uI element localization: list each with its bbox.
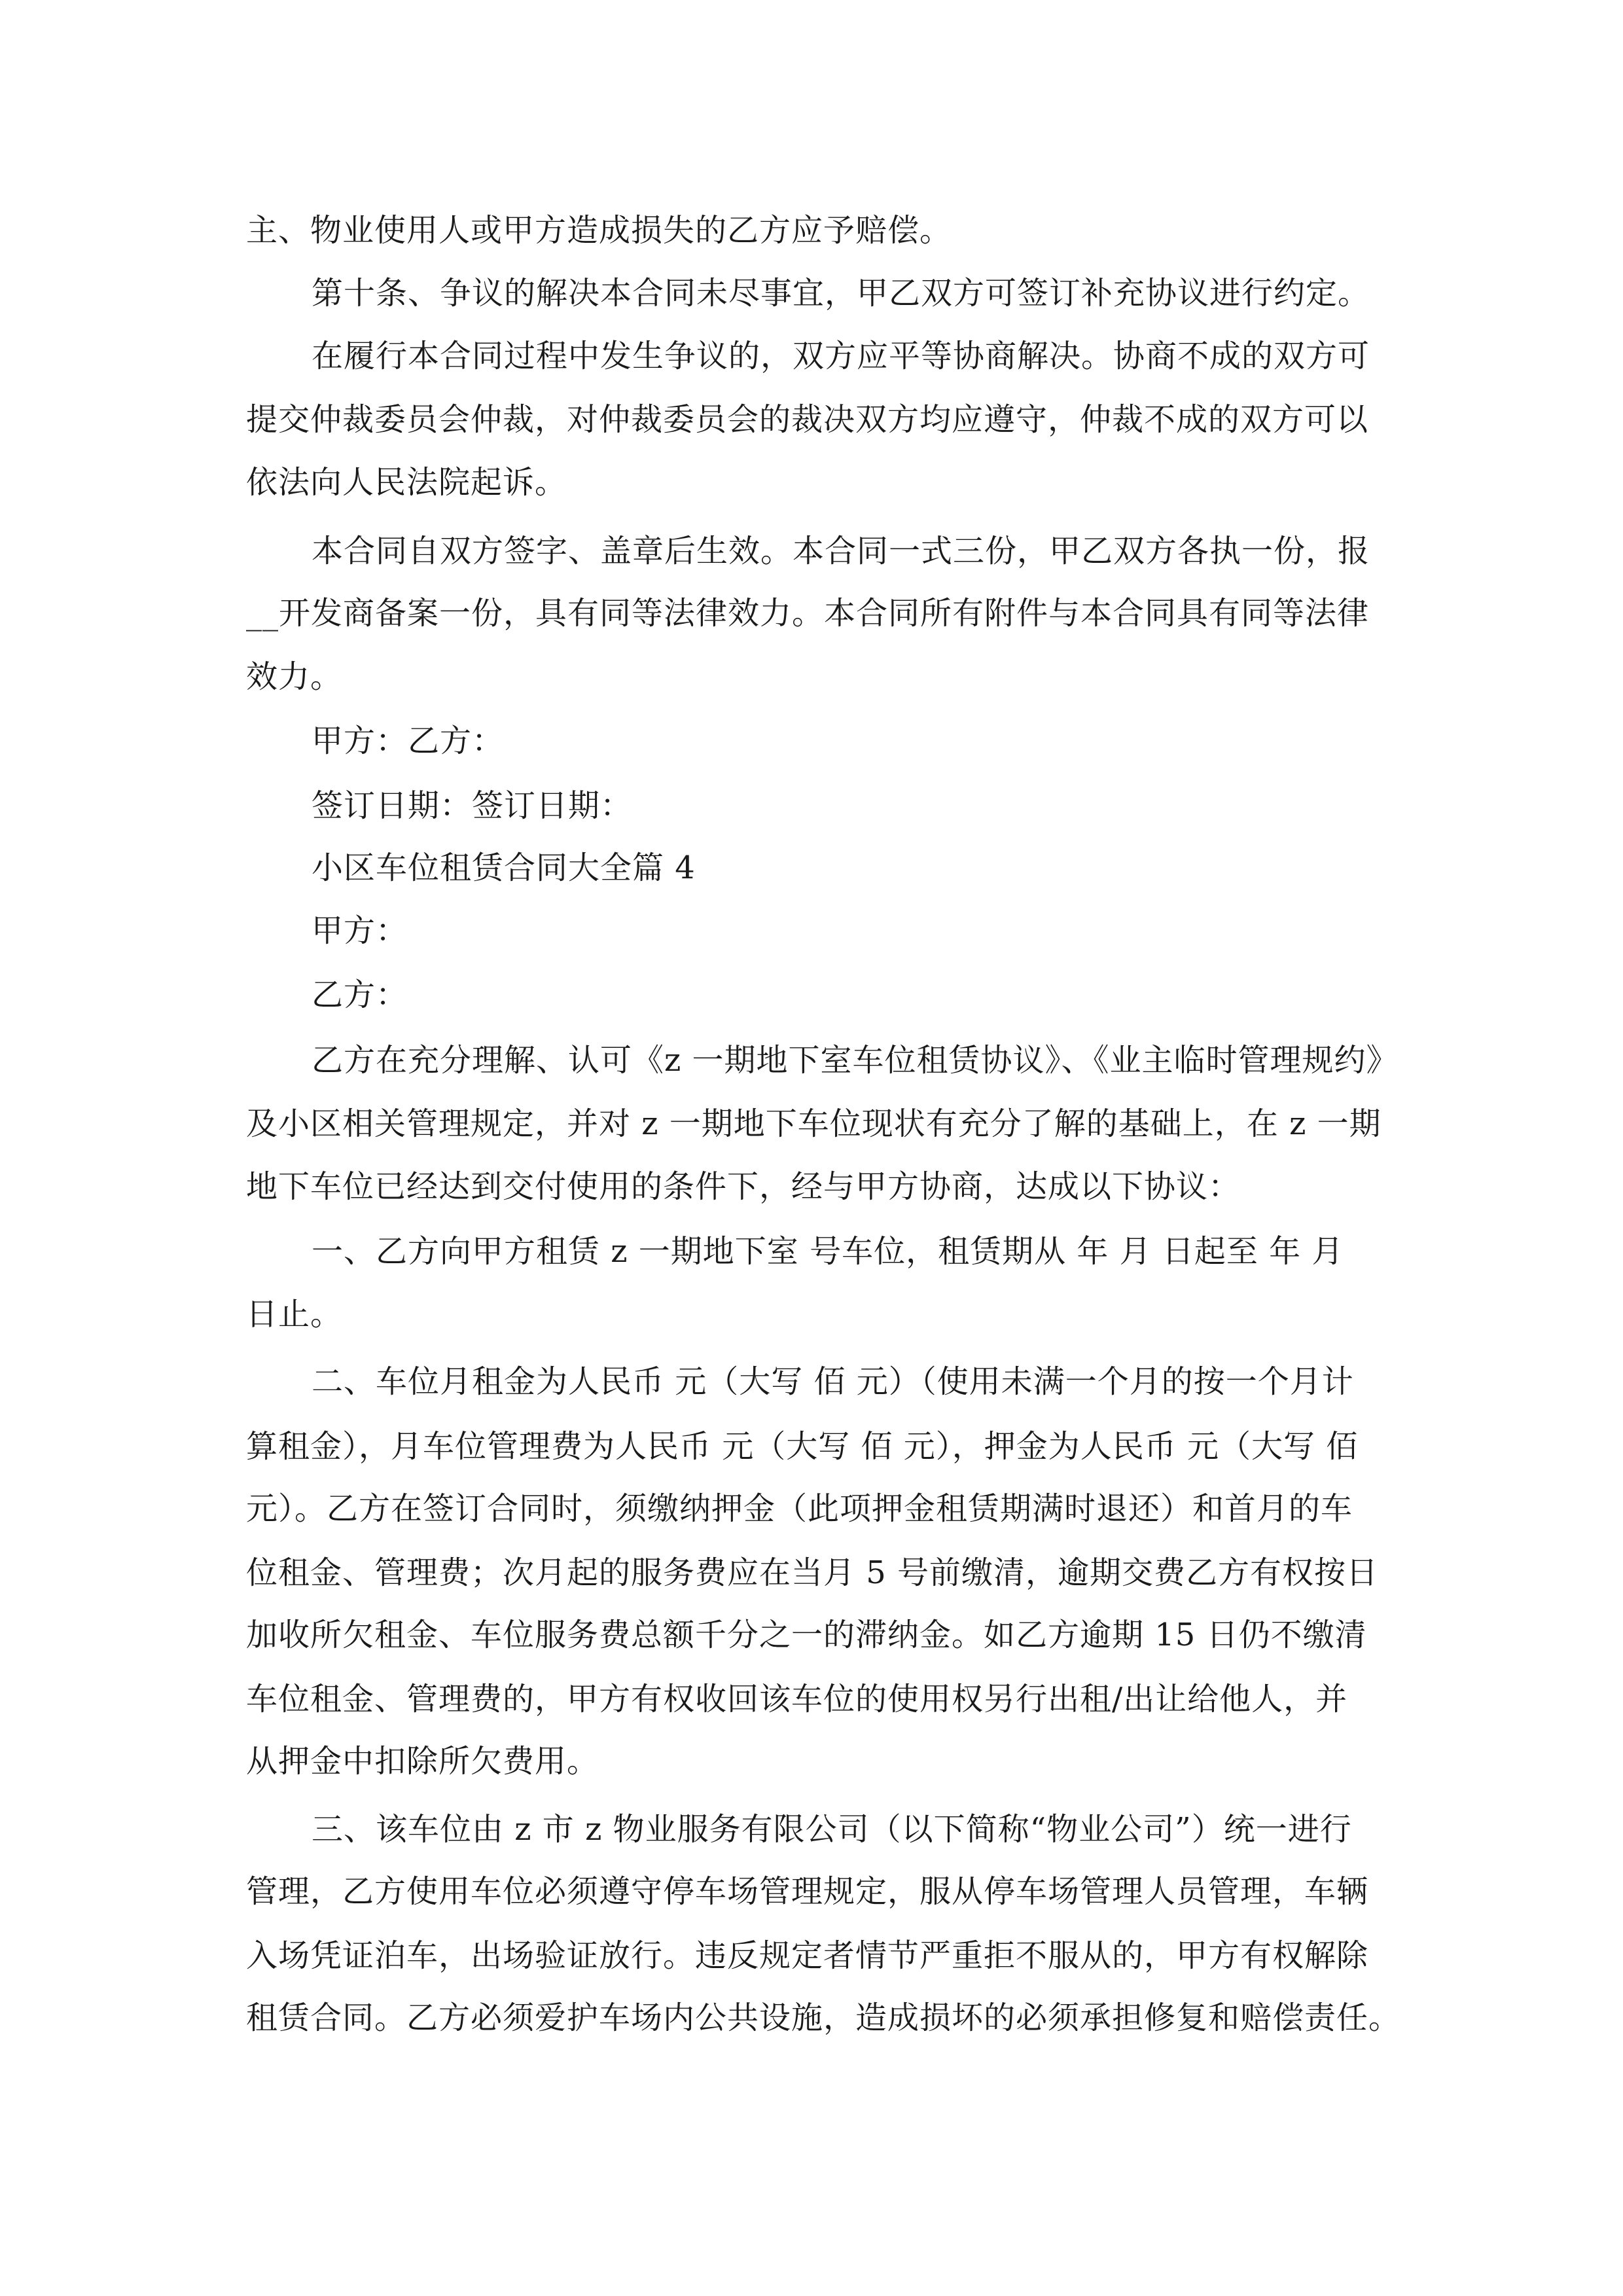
text-line: __开发商备案一份，具有同等法律效力。本合同所有附件与本合同具有同等法律 xyxy=(246,595,1370,632)
text-line: 乙方在充分理解、认可《z 一期地下室车位租赁协议》、《业主临时管理规约》 xyxy=(312,1042,1399,1079)
section-title: 小区车位租赁合同大全篇 4 xyxy=(312,850,696,886)
text-line: 管理，乙方使用车位必须遵守停车场管理规定，服从停车场管理人员管理，车辆 xyxy=(246,1873,1369,1910)
signature-dates: 签订日期：签订日期： xyxy=(312,787,633,824)
text-line: 三、该车位由 z 市 z 物业服务有限公司（以下简称“物业公司”）统一进行 xyxy=(312,1811,1352,1848)
text-line: 元）。乙方在签订合同时，须缴纳押金（此项押金租赁期满时退还）和首月的车 xyxy=(246,1490,1353,1527)
party-b-label: 乙方： xyxy=(312,977,408,1013)
text-line: 及小区相关管理规定，并对 z 一期地下车位现状有充分了解的基础上，在 z 一期 xyxy=(246,1105,1382,1142)
text-line: 车位租金、管理费的，甲方有权收回该车位的使用权另行出租/出让给他人，并 xyxy=(246,1681,1348,1717)
text-line: 效力。 xyxy=(246,658,343,695)
text-line: 提交仲裁委员会仲裁，对仲裁委员会的裁决双方均应遵守，仲裁不成的双方可以 xyxy=(246,401,1369,438)
text-line: 在履行本合同过程中发生争议的，双方应平等协商解决。协商不成的双方可 xyxy=(312,338,1370,374)
text-line: 地下车位已经达到交付使用的条件下，经与甲方协商，达成以下协议： xyxy=(246,1168,1241,1205)
text-line: 主、物业使用人或甲方造成损失的乙方应予赔偿。 xyxy=(246,212,952,249)
text-line: 依法向人民法院起诉。 xyxy=(246,464,567,501)
text-line: 租赁合同。乙方必须爱护车场内公共设施，造成损坏的必须承担修复和赔偿责任。 xyxy=(246,2000,1401,2036)
text-line: 入场凭证泊车，出场验证放行。违反规定者情节严重拒不服从的，甲方有权解除 xyxy=(246,1937,1369,1974)
party-a-label: 甲方： xyxy=(312,912,408,949)
text-line: 第十条、争议的解决本合同未尽事宜，甲乙双方可签订补充协议进行约定。 xyxy=(312,275,1370,312)
text-line: 日止。 xyxy=(246,1296,343,1333)
text-line: 从押金中扣除所欠费用。 xyxy=(246,1743,599,1780)
text-line: 一、乙方向甲方租赁 z 一期地下室 号车位，租赁期从 年 月 日起至 年 月 xyxy=(312,1233,1344,1270)
text-line: 位租金、管理费；次月起的服务费应在当月 5 号前缴清，逾期交费乙方有权按日 xyxy=(246,1554,1379,1591)
text-line: 本合同自双方签字、盖章后生效。本合同一式三份，甲乙双方各执一份，报 xyxy=(312,533,1370,569)
text-line: 加收所欠租金、车位服务费总额千分之一的滞纳金。如乙方逾期 15 日仍不缴清 xyxy=(246,1617,1367,1653)
text-line: 二、车位月租金为人民币 元（大写 佰 元）（使用未满一个月的按一个月计 xyxy=(312,1363,1354,1400)
text-line: 算租金），月车位管理费为人民币 元（大写 佰 元），押金为人民币 元（大写 佰 xyxy=(246,1428,1359,1465)
signature-parties: 甲方：乙方： xyxy=(312,723,505,759)
